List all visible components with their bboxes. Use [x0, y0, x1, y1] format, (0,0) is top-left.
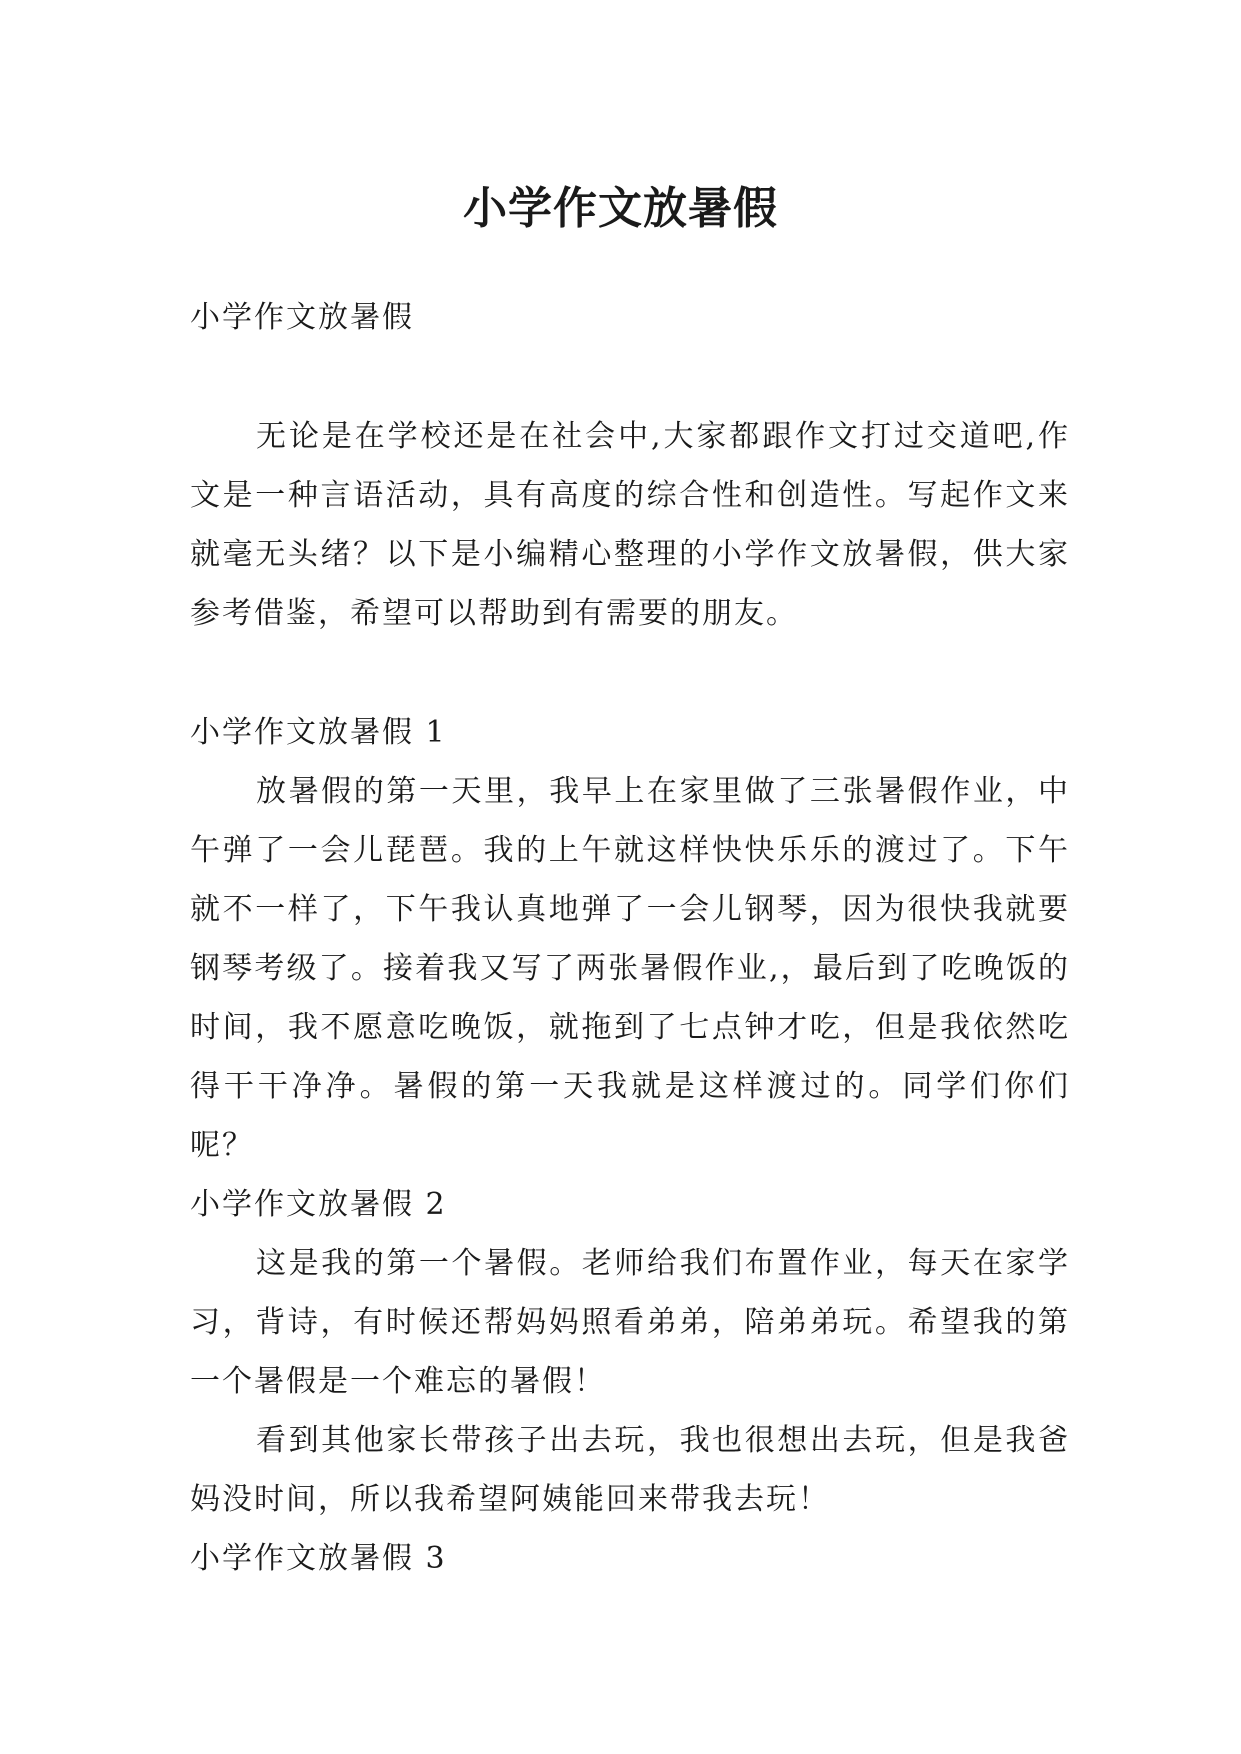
section-paragraph: 看到其他家长带孩子出去玩，我也很想出去玩，但是我爸妈没时间，所以我希望阿姨能回来带我去玩！ — [190, 1423, 1070, 1517]
section-heading: 小学作文放暑假 2 — [190, 1187, 447, 1222]
section-heading: 小学作文放暑假 1 — [190, 715, 447, 750]
spacer — [190, 643, 1070, 703]
section-paragraph: 这是我的第一个暑假。老师给我们布置作业，每天在家学习，背诗，有时候还帮妈妈照看弟弟，陪弟弟玩。希望我的第一个暑假是一个难忘的暑假！ — [190, 1246, 1070, 1399]
document-subtitle: 小学作文放暑假 — [190, 300, 414, 335]
intro-paragraph: 无论是在学校还是在社会中,大家都跟作文打过交道吧,作文是一种言语活动，具有高度的综合性和创造性。写起作文来就毫无头绪？以下是小编精心整理的小学作文放暑假，供大家参考借鉴，希望可以帮助到有需要的朋友。 — [190, 419, 1070, 631]
document-body — [190, 288, 1070, 1588]
spacer — [190, 347, 1070, 407]
section-heading: 小学作文放暑假 3 — [190, 1541, 447, 1576]
section-paragraph: 放暑假的第一天里，我早上在家里做了三张暑假作业，中午弹了一会儿琵琶。我的上午就这样快快乐乐的渡过了。下午就不一样了，下午我认真地弹了一会儿钢琴，因为很快我就要钢琴考级了。接着我又写了两张暑假作业,，最后到了吃晚饭的时间，我不愿意吃晚饭，就拖到了七点钟才吃，但是我依然吃得干干净净。暑假的第一天我就是这样渡过的。同学们你们呢？ — [190, 774, 1070, 1163]
document-title: 小学作文放暑假 — [463, 183, 778, 235]
